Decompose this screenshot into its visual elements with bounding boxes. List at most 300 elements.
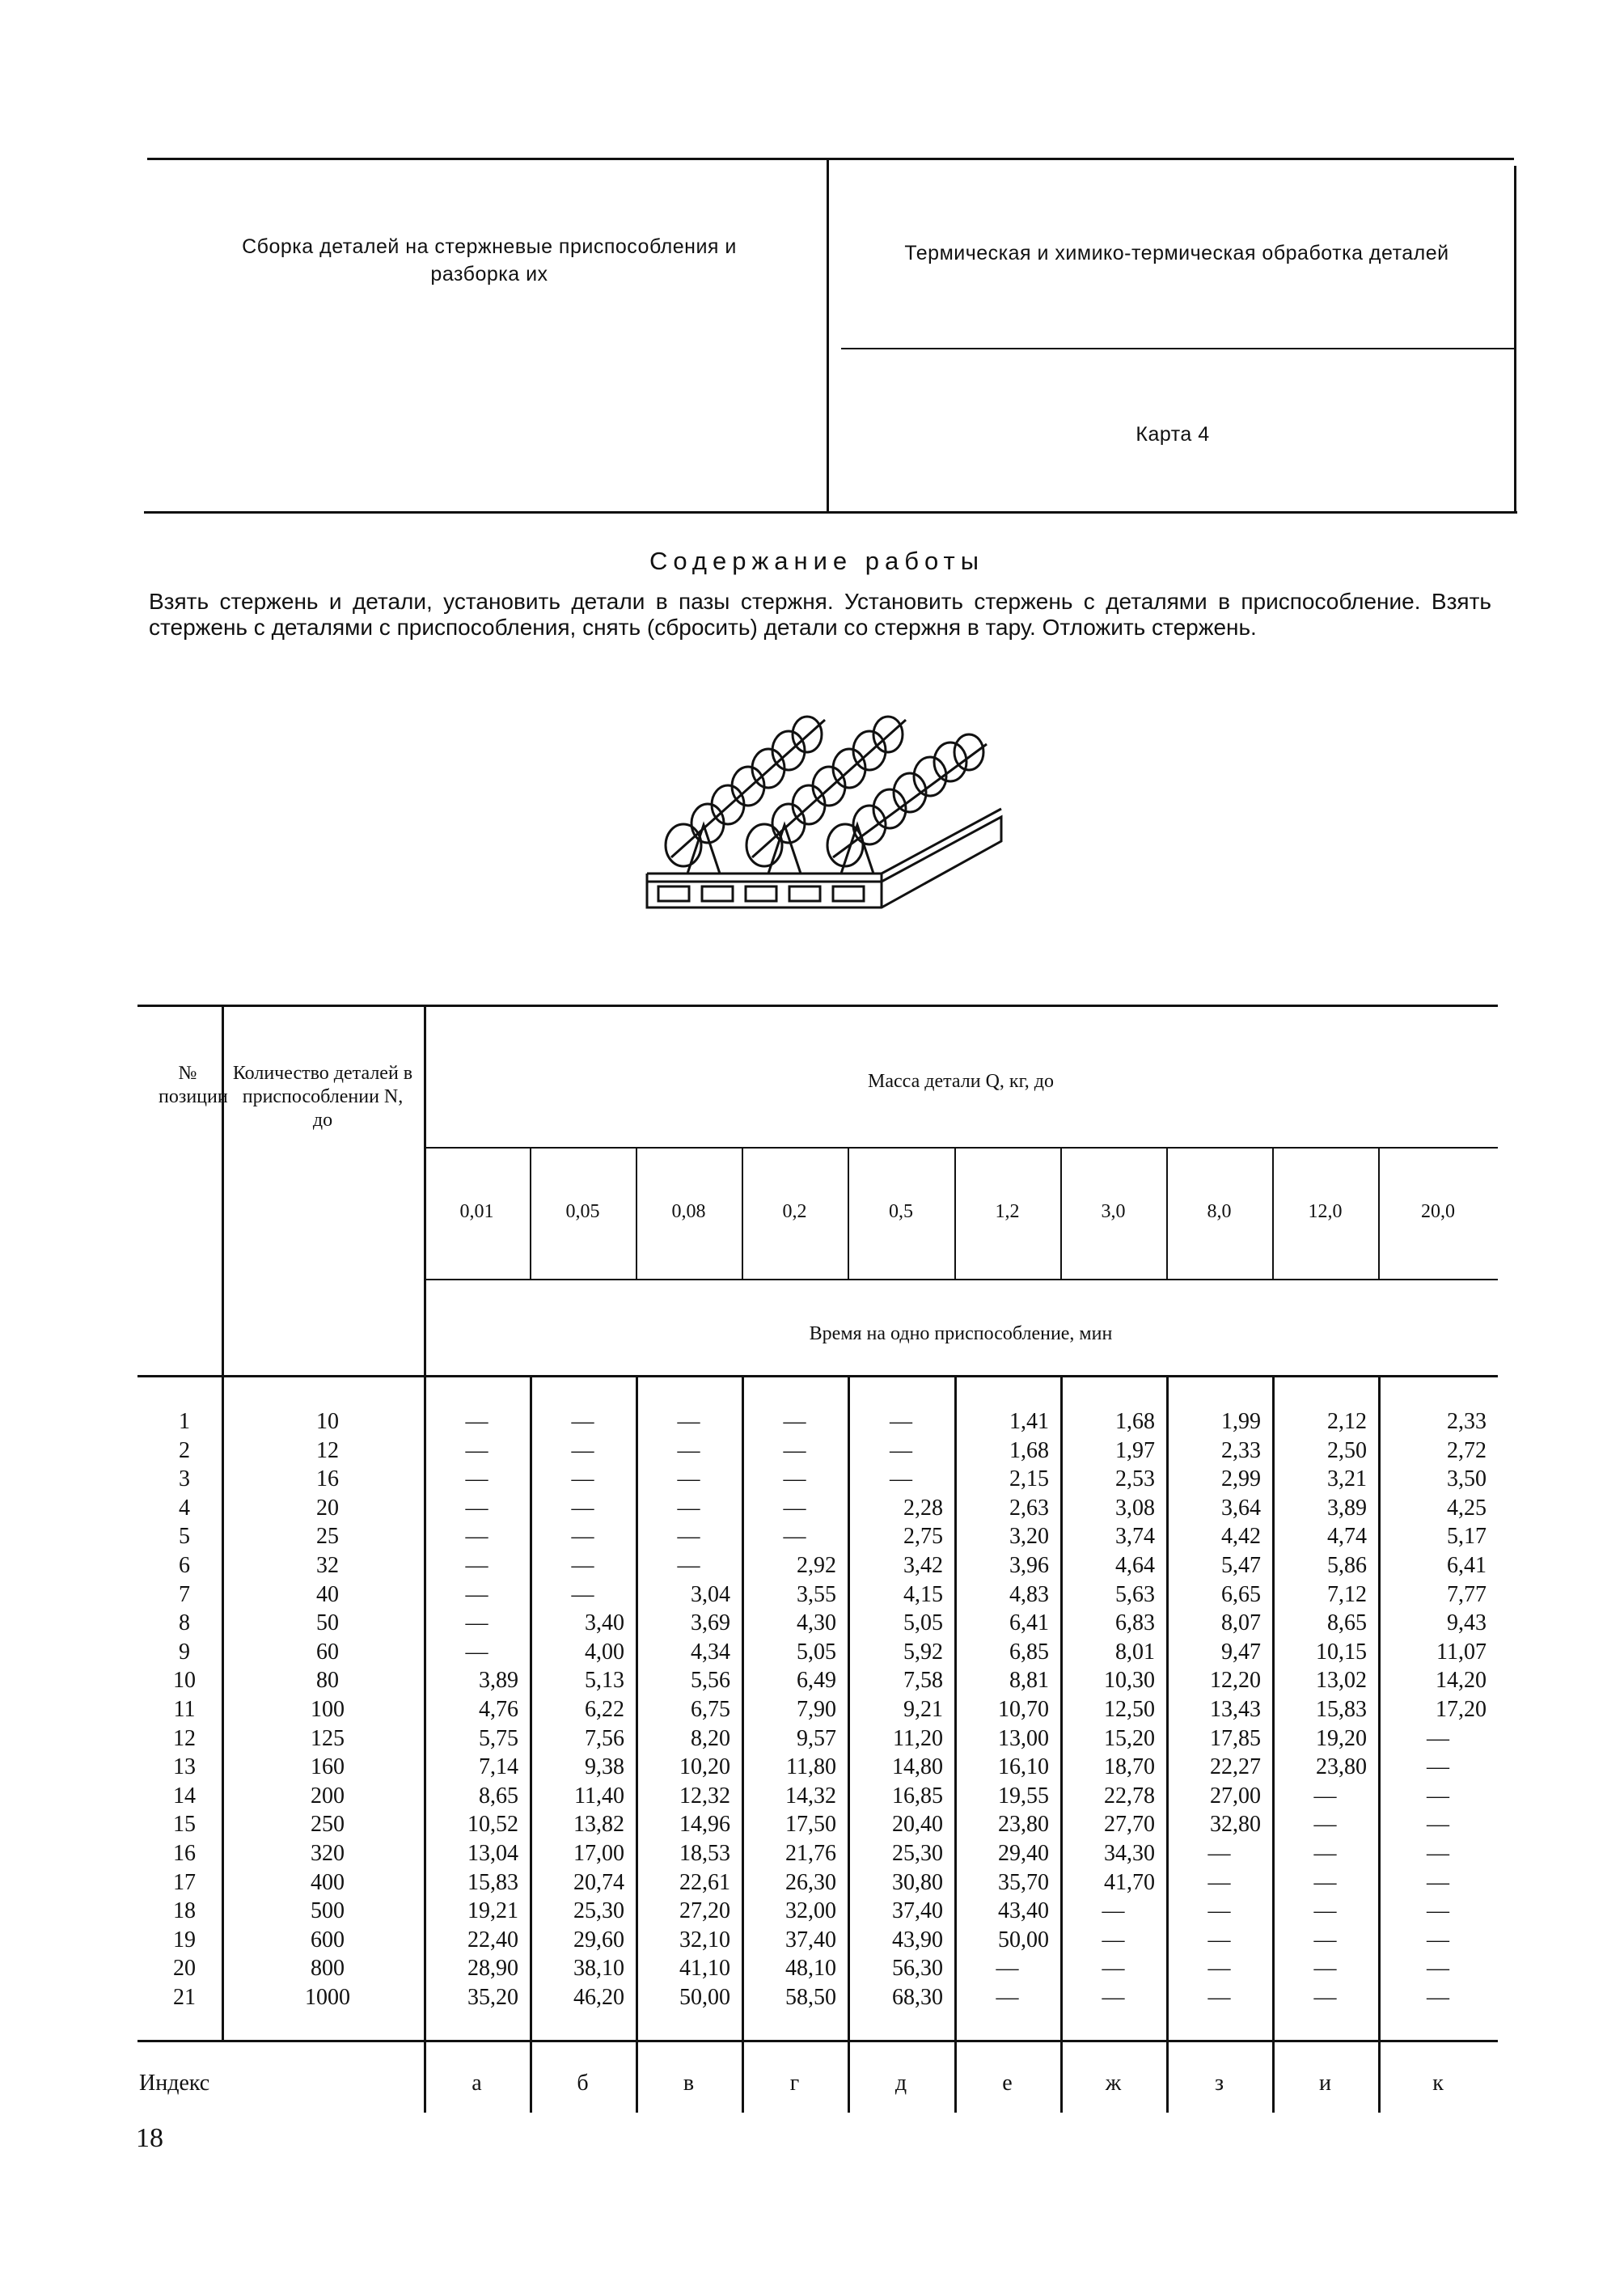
mass-value-10: 20,0: [1421, 1201, 1455, 1222]
time-column-а: [424, 1407, 518, 2012]
time-cell: 7,12: [1327, 1581, 1367, 1607]
time-cell: 7,56: [585, 1725, 624, 1751]
time-cell: 18,53: [679, 1840, 730, 1866]
time-cell: 50,00: [679, 1984, 730, 2010]
time-cell: 37,40: [785, 1927, 836, 1952]
header-right-title: Термическая и химико-термическая обработка деталей: [904, 242, 1449, 264]
mass-values-bottom-rule: [424, 1279, 1498, 1280]
time-cell: 6,22: [585, 1696, 624, 1722]
time-cell: —: [465, 1495, 488, 1521]
header-mass: Масса детали Q, кг, до: [868, 1071, 1054, 1092]
time-cell: 8,65: [1327, 1610, 1367, 1636]
time-cell: 25,30: [573, 1898, 624, 1924]
time-column-е: [954, 1407, 1049, 2012]
time-cell: —: [677, 1437, 700, 1463]
header-bottom-rule: [144, 511, 1517, 514]
time-cell: 28,90: [467, 1956, 518, 1982]
time-column-д: [848, 1407, 943, 2012]
time-cell: —: [1313, 1984, 1337, 2010]
time-cell: 17,00: [573, 1840, 624, 1866]
time-cell: —: [465, 1437, 488, 1463]
position-cell: 20: [173, 1956, 196, 1982]
time-cell: 12,20: [1210, 1668, 1261, 1694]
time-cell: 19,55: [998, 1783, 1049, 1809]
time-cell: —: [1313, 1812, 1337, 1838]
time-cell: 6,41: [1009, 1610, 1049, 1636]
time-cell: —: [465, 1466, 488, 1492]
time-cell: 1,68: [1115, 1409, 1155, 1434]
position-cell: 12: [173, 1725, 196, 1751]
time-cell: 14,80: [892, 1754, 943, 1780]
time-cell: 9,57: [797, 1725, 836, 1751]
time-cell: 3,89: [1327, 1495, 1367, 1521]
time-cell: 21,76: [785, 1840, 836, 1866]
mass-value-4: 0,2: [782, 1201, 807, 1222]
time-cell: 7,14: [479, 1754, 518, 1780]
time-cell: 5,05: [797, 1639, 836, 1665]
time-cell: 2,92: [797, 1552, 836, 1578]
quantity-cell: 250: [311, 1812, 345, 1838]
time-cell: 3,08: [1115, 1495, 1155, 1521]
time-cell: 1,68: [1009, 1437, 1049, 1463]
time-cell: —: [1427, 1927, 1449, 1952]
index-cell-5: д: [894, 2071, 907, 2096]
position-cell: 2: [179, 1437, 190, 1463]
index-label: Индекс: [139, 2071, 210, 2096]
time-cell: 1,41: [1009, 1409, 1049, 1434]
time-cell: 15,83: [467, 1869, 518, 1895]
time-cell: —: [571, 1437, 594, 1463]
time-cell: 14,32: [785, 1783, 836, 1809]
time-cell: 5,17: [1447, 1524, 1487, 1550]
index-cell-2: б: [577, 2071, 589, 2096]
time-cell: 2,75: [903, 1524, 943, 1550]
time-cell: 8,81: [1009, 1668, 1049, 1694]
header-quantity: Количество деталей в приспособлении N, до: [232, 1063, 413, 1131]
time-cell: 37,40: [892, 1898, 943, 1924]
time-cell: —: [1427, 1754, 1449, 1780]
time-cell: 16,10: [998, 1754, 1049, 1780]
time-cell: 17,20: [1436, 1696, 1487, 1722]
time-cell: —: [677, 1466, 700, 1492]
time-cell: —: [890, 1466, 912, 1492]
time-cell: —: [1207, 1840, 1231, 1866]
time-cell: 5,47: [1221, 1552, 1261, 1578]
mass-value-2: 0,05: [565, 1201, 600, 1222]
table-bottom-rule: [137, 2040, 1498, 2042]
time-cell: 11,07: [1436, 1639, 1487, 1665]
time-cell: 5,63: [1115, 1581, 1155, 1607]
position-cell: 4: [179, 1495, 190, 1521]
time-column-и: [1272, 1407, 1367, 2012]
time-cell: 35,70: [998, 1869, 1049, 1895]
time-cell: —: [465, 1409, 488, 1434]
quantity-cell: 40: [316, 1581, 339, 1607]
quantity-cell: 50: [316, 1610, 339, 1636]
time-cell: —: [783, 1524, 806, 1550]
time-cell: 58,50: [785, 1984, 836, 2010]
time-cell: 32,10: [679, 1927, 730, 1952]
time-cell: 4,74: [1327, 1524, 1367, 1550]
time-cell: 11,20: [893, 1725, 943, 1751]
time-cell: 3,69: [691, 1610, 730, 1636]
time-cell: 9,47: [1221, 1639, 1261, 1665]
mass-value-3: 0,08: [671, 1201, 706, 1222]
time-cell: —: [1102, 1984, 1125, 2010]
time-cell: 50,00: [998, 1927, 1049, 1952]
time-cell: 1,99: [1221, 1409, 1261, 1434]
header-vertical-divider: [827, 158, 829, 511]
time-cell: 2,50: [1327, 1437, 1367, 1463]
position-cell: 1: [179, 1409, 190, 1434]
time-cell: —: [465, 1552, 488, 1578]
quantity-cell: 32: [316, 1552, 339, 1578]
time-cell: —: [465, 1639, 488, 1665]
time-cell: 4,64: [1115, 1552, 1155, 1578]
time-cell: —: [1427, 1898, 1449, 1924]
fixture-illustration: [639, 696, 1011, 930]
time-cell: 4,15: [903, 1581, 943, 1607]
quantity-cell: 800: [311, 1956, 345, 1982]
position-cell: 3: [179, 1466, 190, 1492]
index-cell-8: з: [1214, 2071, 1224, 2096]
time-cell: 14,20: [1436, 1668, 1487, 1694]
time-cell: 4,76: [479, 1696, 518, 1722]
time-cell: —: [890, 1437, 912, 1463]
time-cell: 12,32: [679, 1783, 730, 1809]
time-cell: 13,04: [467, 1840, 518, 1866]
position-cell: 11: [173, 1696, 196, 1722]
time-cell: 3,55: [797, 1581, 836, 1607]
time-cell: 13,02: [1316, 1668, 1367, 1694]
time-cell: 3,50: [1447, 1466, 1487, 1492]
time-cell: —: [783, 1495, 806, 1521]
time-cell: 2,63: [1009, 1495, 1049, 1521]
time-cell: 3,89: [479, 1668, 518, 1694]
time-cell: 6,65: [1221, 1581, 1261, 1607]
time-cell: 27,20: [679, 1898, 730, 1924]
time-cell: 22,78: [1104, 1783, 1155, 1809]
header-time: Время на одно приспособление, мин: [809, 1323, 1113, 1344]
quantity-cell: 400: [311, 1869, 345, 1895]
rod-1: [666, 717, 825, 866]
time-cell: —: [996, 1956, 1019, 1982]
mass-value-9: 12,0: [1308, 1201, 1343, 1222]
time-cell: 68,30: [892, 1984, 943, 2010]
time-cell: 8,65: [479, 1783, 518, 1809]
time-cell: 2,12: [1327, 1409, 1367, 1434]
time-cell: 22,40: [467, 1927, 518, 1952]
position-cell: 14: [173, 1783, 196, 1809]
time-cell: —: [1427, 1869, 1449, 1895]
header-position: № позиции: [159, 1063, 228, 1107]
col-divider-pos: [222, 1005, 224, 2040]
time-cell: —: [783, 1409, 806, 1434]
time-cell: 5,86: [1327, 1552, 1367, 1578]
time-cell: —: [571, 1409, 594, 1434]
quantity-cell: 12: [316, 1437, 339, 1463]
mass-value-8: 8,0: [1207, 1201, 1232, 1222]
time-cell: 9,38: [585, 1754, 624, 1780]
time-cell: 22,27: [1210, 1754, 1261, 1780]
position-cell: 8: [179, 1610, 190, 1636]
time-cell: 6,83: [1115, 1610, 1155, 1636]
time-cell: 46,20: [573, 1984, 624, 2010]
time-cell: —: [1427, 1812, 1449, 1838]
time-cell: 12,50: [1104, 1696, 1155, 1722]
time-cell: 4,42: [1221, 1524, 1261, 1550]
time-cell: —: [571, 1581, 594, 1607]
quantity-cell: 25: [316, 1524, 339, 1550]
content-text: Взять стержень и детали, установить детали в пазы стержня. Установить стержень с деталями в приспособление. Взять стержень с деталями с приспособления, снять (сбросить) детали со стержня в тару. Отложить стержень.: [149, 589, 1491, 640]
time-cell: —: [1427, 1984, 1449, 2010]
time-cell: —: [1207, 1898, 1231, 1924]
time-cell: 6,85: [1009, 1639, 1049, 1665]
quantity-cell: 16: [316, 1466, 339, 1492]
time-cell: 18,70: [1104, 1754, 1155, 1780]
time-cell: 4,83: [1009, 1581, 1049, 1607]
quantity-cell: 20: [316, 1495, 339, 1521]
time-cell: 11,80: [786, 1754, 836, 1780]
time-cell: 2,72: [1447, 1437, 1487, 1463]
position-cell: 21: [173, 1984, 196, 2010]
time-cell: 1,97: [1115, 1437, 1155, 1463]
time-cell: 5,56: [691, 1668, 730, 1694]
time-cell: 20,74: [573, 1869, 624, 1895]
time-cell: 19,21: [467, 1898, 518, 1924]
time-cell: —: [571, 1495, 594, 1521]
header-bottom-table-rule: [137, 1375, 1498, 1377]
content-title: Содержание работы: [649, 547, 985, 575]
time-cell: —: [1102, 1956, 1125, 1982]
time-cell: —: [783, 1466, 806, 1492]
time-cell: —: [465, 1581, 488, 1607]
time-cell: 8,20: [691, 1725, 730, 1751]
time-cell: —: [1313, 1927, 1337, 1952]
quantity-cell: 500: [311, 1898, 345, 1924]
quantity-cell: 80: [316, 1668, 339, 1694]
time-cell: —: [1427, 1725, 1449, 1751]
time-cell: 3,40: [585, 1610, 624, 1636]
time-cell: 56,30: [892, 1956, 943, 1982]
time-cell: 48,10: [785, 1956, 836, 1982]
time-cell: 2,33: [1447, 1409, 1487, 1434]
time-cell: 41,10: [679, 1956, 730, 1982]
time-cell: 35,20: [467, 1984, 518, 2010]
time-cell: —: [1207, 1956, 1231, 1982]
time-cell: 17,50: [785, 1812, 836, 1838]
index-cell-3: в: [683, 2071, 695, 2096]
time-cell: 32,00: [785, 1898, 836, 1924]
quantity-cell: 100: [311, 1696, 345, 1722]
time-cell: 41,70: [1104, 1869, 1155, 1895]
time-cell: —: [783, 1437, 806, 1463]
time-cell: 7,90: [797, 1696, 836, 1722]
time-cell: 9,43: [1447, 1610, 1487, 1636]
time-cell: 19,20: [1316, 1725, 1367, 1751]
time-cell: 10,30: [1104, 1668, 1155, 1694]
index-cell-9: и: [1319, 2071, 1331, 2096]
time-cell: 38,10: [573, 1956, 624, 1982]
header-left-title: Сборка деталей на стержневые приспособления и разборка их: [242, 235, 737, 286]
time-cell: —: [1313, 1840, 1337, 1866]
time-cell: 3,04: [691, 1581, 730, 1607]
time-column-ж: [1060, 1407, 1155, 2012]
index-cell-10: к: [1432, 2071, 1444, 2096]
position-cell: 15: [173, 1812, 196, 1838]
time-cell: 3,42: [903, 1552, 943, 1578]
time-column-в: [636, 1407, 730, 2012]
position-column: [154, 1407, 215, 2012]
quantity-cell: 320: [311, 1840, 345, 1866]
time-cell: —: [677, 1495, 700, 1521]
time-cell: 23,80: [998, 1812, 1049, 1838]
time-cell: 15,20: [1104, 1725, 1155, 1751]
time-cell: —: [1207, 1869, 1231, 1895]
quantity-cell: 160: [311, 1754, 345, 1780]
time-cell: —: [1102, 1898, 1125, 1924]
index-cell-6: е: [1002, 2071, 1013, 2096]
time-cell: 27,00: [1210, 1783, 1261, 1809]
quantity-cell: 125: [311, 1725, 345, 1751]
time-column-з: [1166, 1407, 1261, 2012]
time-cell: —: [1427, 1956, 1449, 1982]
position-cell: 16: [173, 1840, 196, 1866]
time-cell: 6,41: [1447, 1552, 1487, 1578]
position-cell: 10: [173, 1668, 196, 1694]
position-cell: 6: [179, 1552, 190, 1578]
mass-value-6: 1,2: [995, 1201, 1020, 1222]
time-cell: 34,30: [1104, 1840, 1155, 1866]
time-cell: 10,15: [1316, 1639, 1367, 1665]
time-cell: 25,30: [892, 1840, 943, 1866]
mass-value-1: 0,01: [459, 1201, 494, 1222]
time-cell: 7,58: [903, 1668, 943, 1694]
index-cell-1: а: [472, 2071, 482, 2096]
index-cell-4: г: [789, 2071, 800, 2096]
time-column-к: [1378, 1407, 1487, 2012]
time-cell: 26,30: [785, 1869, 836, 1895]
time-cell: 20,40: [892, 1812, 943, 1838]
page-number: 18: [136, 2123, 163, 2153]
position-cell: 13: [173, 1754, 196, 1780]
time-cell: 43,90: [892, 1927, 943, 1952]
time-cell: —: [465, 1524, 488, 1550]
position-cell: 19: [173, 1927, 196, 1952]
header-right-divider: [841, 348, 1514, 349]
time-cell: —: [996, 1984, 1019, 2010]
time-cell: 13,82: [573, 1812, 624, 1838]
position-cell: 9: [179, 1639, 190, 1665]
time-cell: 15,83: [1316, 1696, 1367, 1722]
time-cell: 14,96: [679, 1812, 730, 1838]
time-cell: 10,52: [467, 1812, 518, 1838]
quantity-cell: 60: [316, 1639, 339, 1665]
time-cell: —: [1313, 1783, 1337, 1809]
time-cell: 4,34: [691, 1639, 730, 1665]
time-cell: —: [890, 1409, 912, 1434]
time-cell: —: [1427, 1783, 1449, 1809]
time-cell: —: [1313, 1898, 1337, 1924]
time-cell: 27,70: [1104, 1812, 1155, 1838]
time-cell: 29,40: [998, 1840, 1049, 1866]
time-cell: —: [571, 1552, 594, 1578]
time-cell: 4,30: [797, 1610, 836, 1636]
time-cell: 16,85: [892, 1783, 943, 1809]
time-cell: 32,80: [1210, 1812, 1261, 1838]
time-cell: 5,13: [585, 1668, 624, 1694]
time-cell: 43,40: [998, 1898, 1049, 1924]
time-cell: 8,07: [1221, 1610, 1261, 1636]
time-cell: 4,25: [1447, 1495, 1487, 1521]
time-cell: —: [1313, 1869, 1337, 1895]
table-top-rule: [137, 1005, 1498, 1007]
time-cell: 5,92: [903, 1639, 943, 1665]
time-cell: 3,64: [1221, 1495, 1261, 1521]
position-cell: 7: [179, 1581, 190, 1607]
quantity-cell: 1000: [305, 1984, 350, 2010]
time-cell: 17,85: [1210, 1725, 1261, 1751]
time-column-г: [742, 1407, 836, 2012]
time-cell: 3,20: [1009, 1524, 1049, 1550]
quantity-cell: 10: [316, 1409, 339, 1434]
time-cell: 5,75: [479, 1725, 518, 1751]
time-cell: 6,75: [691, 1696, 730, 1722]
mass-value-5: 0,5: [889, 1201, 913, 1222]
time-cell: 29,60: [573, 1927, 624, 1952]
position-cell: 17: [173, 1869, 196, 1895]
time-cell: —: [1102, 1927, 1125, 1952]
time-cell: 2,53: [1115, 1466, 1155, 1492]
header-right-vertical: [1514, 166, 1516, 511]
time-cell: 2,33: [1221, 1437, 1261, 1463]
time-cell: —: [1313, 1956, 1337, 1982]
position-cell: 5: [179, 1524, 190, 1550]
position-cell: 18: [173, 1898, 196, 1924]
time-cell: 5,05: [903, 1610, 943, 1636]
time-cell: 3,74: [1115, 1524, 1155, 1550]
time-cell: 4,00: [585, 1639, 624, 1665]
quantity-cell: 600: [311, 1927, 345, 1952]
time-cell: —: [465, 1610, 488, 1636]
time-cell: 3,96: [1009, 1552, 1049, 1578]
time-cell: 10,70: [998, 1696, 1049, 1722]
time-cell: —: [571, 1524, 594, 1550]
card-number: Карта 4: [1136, 423, 1210, 446]
time-cell: 9,21: [903, 1696, 943, 1722]
time-cell: 11,40: [574, 1783, 624, 1809]
time-cell: 13,00: [998, 1725, 1049, 1751]
quantity-column: [275, 1407, 380, 2012]
time-cell: 13,43: [1210, 1696, 1261, 1722]
mass-value-7: 3,0: [1101, 1201, 1126, 1222]
time-cell: —: [571, 1466, 594, 1492]
time-cell: 10,20: [679, 1754, 730, 1780]
quantity-cell: 200: [311, 1783, 345, 1809]
time-cell: —: [1427, 1840, 1449, 1866]
time-cell: —: [1207, 1984, 1231, 2010]
mass-values-top-rule: [424, 1147, 1498, 1149]
time-cell: 2,99: [1221, 1466, 1261, 1492]
time-cell: —: [677, 1552, 700, 1578]
time-column-б: [530, 1407, 624, 2012]
time-cell: 8,01: [1115, 1639, 1155, 1665]
time-cell: 7,77: [1447, 1581, 1487, 1607]
time-cell: 30,80: [892, 1869, 943, 1895]
time-cell: 3,21: [1327, 1466, 1367, 1492]
time-cell: —: [1207, 1927, 1231, 1952]
time-cell: 23,80: [1316, 1754, 1367, 1780]
